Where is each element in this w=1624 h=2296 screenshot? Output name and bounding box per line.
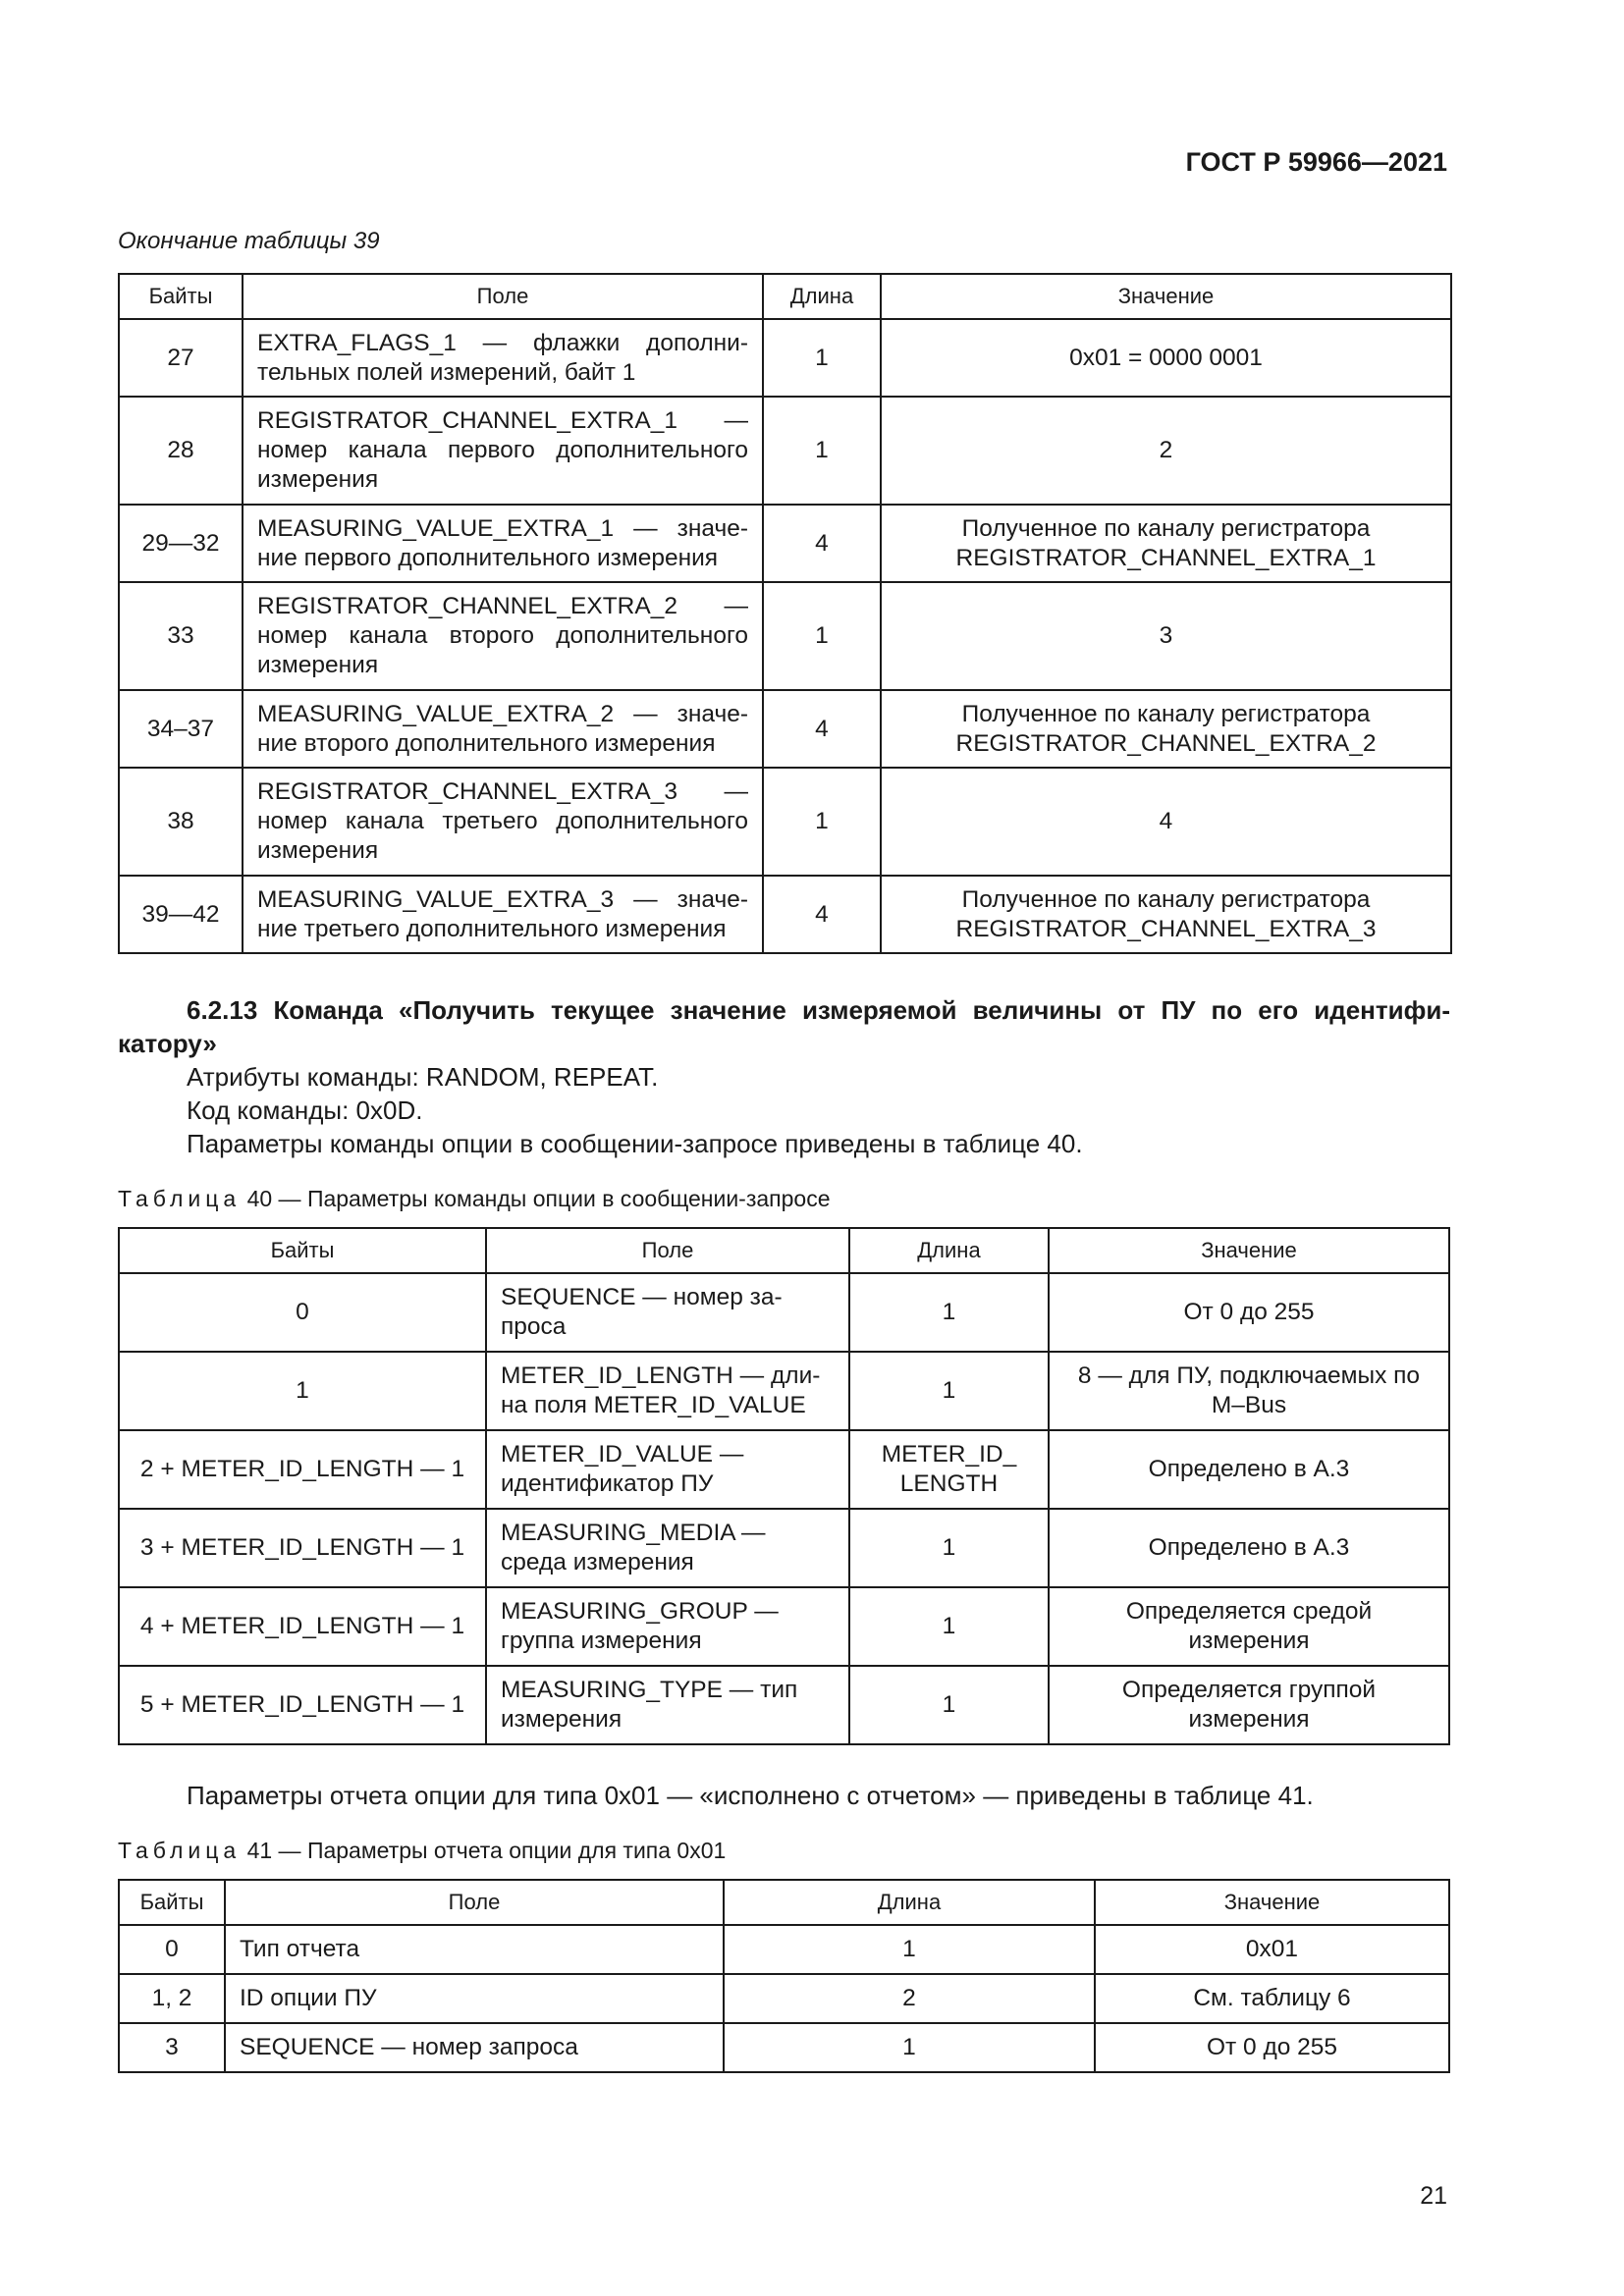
field-cell: SEQUENCE — номер запроса — [225, 2023, 724, 2072]
value-cell: От 0 до 255 — [1095, 2023, 1449, 2072]
bytes-cell: 38 — [119, 768, 243, 876]
column-header: Поле — [486, 1228, 849, 1273]
table-row — [119, 1974, 1449, 2023]
column-header: Значение — [1095, 1880, 1449, 1925]
column-header: Поле — [243, 274, 763, 319]
table-row — [119, 582, 1451, 690]
table-row — [119, 690, 1451, 768]
document-header: ГОСТ Р 59966—2021 — [1185, 147, 1447, 177]
value-cell: Полученное по каналу регистратора REGISTRATOR_CHANNEL_EXTRA_3 — [881, 876, 1451, 953]
table-row — [119, 768, 1451, 876]
table-row — [119, 1666, 1449, 1744]
bytes-cell: 0 — [119, 1925, 225, 1974]
bytes-cell: 33 — [119, 582, 243, 690]
length-cell: 1 — [763, 397, 881, 505]
table-header-row — [119, 1228, 1449, 1273]
value-cell: 0x01 — [1095, 1925, 1449, 1974]
table-row — [119, 1352, 1449, 1430]
bytes-cell: 34–37 — [119, 690, 243, 768]
table-41-caption — [118, 1838, 726, 1864]
column-header: Байты — [119, 274, 243, 319]
value-cell: Полученное по каналу регистратора REGISTRATOR_CHANNEL_EXTRA_2 — [881, 690, 1451, 768]
column-header: Длина — [763, 274, 881, 319]
table-row — [119, 876, 1451, 953]
bytes-cell: 4 + METER_ID_LENGTH — 1 — [119, 1587, 486, 1666]
params-intro: Параметры команды опции в сообщении-запросе приведены в таблице 40. — [187, 1129, 1083, 1158]
field-cell: MEASURING_MEDIA — среда измерения — [486, 1509, 849, 1587]
field-cell: SEQUENCE — номер за-проса — [486, 1273, 849, 1352]
length-cell: 1 — [849, 1352, 1049, 1430]
field-cell: REGISTRATOR_CHANNEL_EXTRA_1 — номер канала первого дополнительного измерения — [243, 397, 763, 505]
field-cell: MEASURING_VALUE_EXTRA_1 — значе-ние первого дополнительного измерения — [243, 505, 763, 582]
value-cell: Полученное по каналу регистратора REGISTRATOR_CHANNEL_EXTRA_1 — [881, 505, 1451, 582]
table-row — [119, 505, 1451, 582]
value-cell: 8 — для ПУ, подключаемых по M–Bus — [1049, 1352, 1449, 1430]
value-cell: См. таблицу 6 — [1095, 1974, 1449, 2023]
command-code: Код команды: 0x0D. — [187, 1095, 423, 1125]
value-cell: Определено в А.3 — [1049, 1509, 1449, 1587]
value-cell: Определяется группой измерения — [1049, 1666, 1449, 1744]
table-row — [119, 397, 1451, 505]
bytes-cell: 0 — [119, 1273, 486, 1352]
length-cell: 1 — [763, 582, 881, 690]
bytes-cell: 29—32 — [119, 505, 243, 582]
bytes-cell: 1 — [119, 1352, 486, 1430]
table-caption-text: 40 — Параметры команды опции в сообщении-запросе — [246, 1186, 831, 1211]
table-41 — [118, 1879, 1450, 2073]
bytes-cell: 3 + METER_ID_LENGTH — 1 — [119, 1509, 486, 1587]
table-row — [119, 1925, 1449, 1974]
table-row — [119, 2023, 1449, 2072]
length-cell: 4 — [763, 690, 881, 768]
column-header: Длина — [724, 1880, 1095, 1925]
length-cell: 1 — [849, 1509, 1049, 1587]
field-cell: METER_ID_LENGTH — дли-на поля METER_ID_VALUE — [486, 1352, 849, 1430]
table-39 — [118, 273, 1452, 954]
table-row — [119, 1587, 1449, 1666]
column-header: Байты — [119, 1880, 225, 1925]
length-cell: 1 — [724, 1925, 1095, 1974]
table-39-continuation-caption: Окончание таблицы 39 — [118, 228, 380, 254]
field-cell: EXTRA_FLAGS_1 — флажки дополни-тельных полей измерений, байт 1 — [243, 319, 763, 397]
field-cell: MEASURING_GROUP — группа измерения — [486, 1587, 849, 1666]
value-cell: 0x01 = 0000 0001 — [881, 319, 1451, 397]
field-cell: MEASURING_TYPE — тип измерения — [486, 1666, 849, 1744]
bytes-cell: 5 + METER_ID_LENGTH — 1 — [119, 1666, 486, 1744]
table-row — [119, 1509, 1449, 1587]
length-cell: 1 — [849, 1666, 1049, 1744]
field-cell: REGISTRATOR_CHANNEL_EXTRA_2 — номер канала второго дополнительного измерения — [243, 582, 763, 690]
field-cell: REGISTRATOR_CHANNEL_EXTRA_3 — номер канала третьего дополнительного измерения — [243, 768, 763, 876]
page-number: 21 — [1420, 2182, 1447, 2210]
bytes-cell: 1, 2 — [119, 1974, 225, 2023]
table-caption-text: 41 — Параметры отчета опции для типа 0x01 — [246, 1838, 727, 1863]
value-cell: Определяется средой измерения — [1049, 1587, 1449, 1666]
field-cell: MEASURING_VALUE_EXTRA_3 — значе-ние третьего дополнительного измерения — [243, 876, 763, 953]
value-cell: 2 — [881, 397, 1451, 505]
length-cell: 1 — [763, 768, 881, 876]
field-cell: METER_ID_VALUE — идентификатор ПУ — [486, 1430, 849, 1509]
column-header: Поле — [225, 1880, 724, 1925]
bytes-cell: 3 — [119, 2023, 225, 2072]
value-cell: Определено в А.3 — [1049, 1430, 1449, 1509]
field-cell: Тип отчета — [225, 1925, 724, 1974]
length-cell: 1 — [763, 319, 881, 397]
table-header-row — [119, 274, 1451, 319]
table-40 — [118, 1227, 1450, 1745]
field-cell: ID опции ПУ — [225, 1974, 724, 2023]
table-row — [119, 319, 1451, 397]
column-header: Байты — [119, 1228, 486, 1273]
length-cell: 1 — [849, 1587, 1049, 1666]
value-cell: 3 — [881, 582, 1451, 690]
length-cell: 1 — [724, 2023, 1095, 2072]
command-attributes: Атрибуты команды: RANDOM, REPEAT. — [187, 1062, 659, 1092]
value-cell: 4 — [881, 768, 1451, 876]
column-header: Длина — [849, 1228, 1049, 1273]
section-heading: 6.2.13 Команда «Получить текущее значение измеряемой величины от ПУ по его идентифи-катору» — [118, 995, 1450, 1058]
bytes-cell: 2 + METER_ID_LENGTH — 1 — [119, 1430, 486, 1509]
table-40-caption — [118, 1186, 831, 1212]
length-cell: 4 — [763, 505, 881, 582]
table-caption-label: Таблица — [118, 1186, 242, 1211]
column-header: Значение — [881, 274, 1451, 319]
length-cell: 4 — [763, 876, 881, 953]
table-header-row — [119, 1880, 1449, 1925]
length-cell: 1 — [849, 1273, 1049, 1352]
bytes-cell: 39—42 — [119, 876, 243, 953]
bytes-cell: 27 — [119, 319, 243, 397]
column-header: Значение — [1049, 1228, 1449, 1273]
table-caption-label: Таблица — [118, 1838, 242, 1863]
bytes-cell: 28 — [119, 397, 243, 505]
table-row — [119, 1430, 1449, 1509]
table-row — [119, 1273, 1449, 1352]
value-cell: От 0 до 255 — [1049, 1273, 1449, 1352]
length-cell: 2 — [724, 1974, 1095, 2023]
field-cell: MEASURING_VALUE_EXTRA_2 — значе-ние второго дополнительного измерения — [243, 690, 763, 768]
report-intro: Параметры отчета опции для типа 0x01 — «исполнено с отчетом» — приведены в таблице 41. — [187, 1781, 1314, 1810]
length-cell: METER_ID_ LENGTH — [849, 1430, 1049, 1509]
